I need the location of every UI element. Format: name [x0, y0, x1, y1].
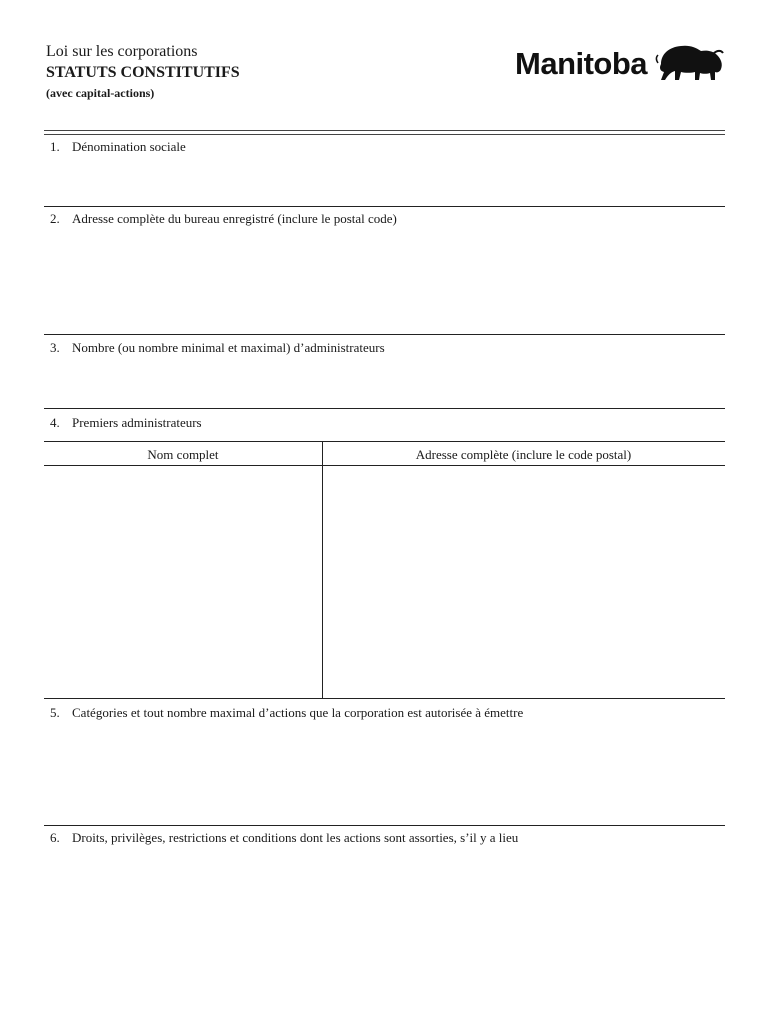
- section-2-label: 2. Adresse complète du bureau enregistré (inclure le postal code): [50, 211, 397, 226]
- section-1-label: 1. Dénomination sociale: [50, 139, 186, 154]
- header-divider: [44, 130, 725, 135]
- section-2-divider: [44, 334, 725, 335]
- logo-wordmark: Manitoba: [515, 46, 648, 81]
- directors-column-address: Adresse complète (inclure le code postal): [415, 447, 632, 462]
- document-title: STATUTS CONSTITUTIFS: [46, 64, 240, 81]
- directors-table-top-rule: [44, 441, 725, 442]
- act-name: Loi sur les corporations: [46, 43, 198, 60]
- section-1-divider: [44, 206, 725, 207]
- directors-table-column-divider: [322, 442, 323, 699]
- document-subtitle: (avec capital-actions): [46, 86, 155, 100]
- section-5-divider: [44, 825, 725, 826]
- bison-icon: [655, 42, 725, 88]
- directors-column-name: Nom complet: [147, 447, 219, 462]
- section-3-divider: [44, 408, 725, 409]
- section-6-label: 6. Droits, privilèges, restrictions et conditions dont les actions sont assorties, s’il y a lieu: [50, 830, 519, 845]
- section-5-label: 5. Catégories et tout nombre maximal d’actions que la corporation est autorisée à émettre: [50, 705, 524, 720]
- directors-table-header-rule: [44, 465, 725, 466]
- section-4-label: 4. Premiers administrateurs: [50, 415, 202, 430]
- section-3-label: 3. Nombre (ou nombre minimal et maximal) d’administrateurs: [50, 340, 385, 355]
- manitoba-logo: [515, 42, 725, 88]
- section-4-divider: [44, 698, 725, 699]
